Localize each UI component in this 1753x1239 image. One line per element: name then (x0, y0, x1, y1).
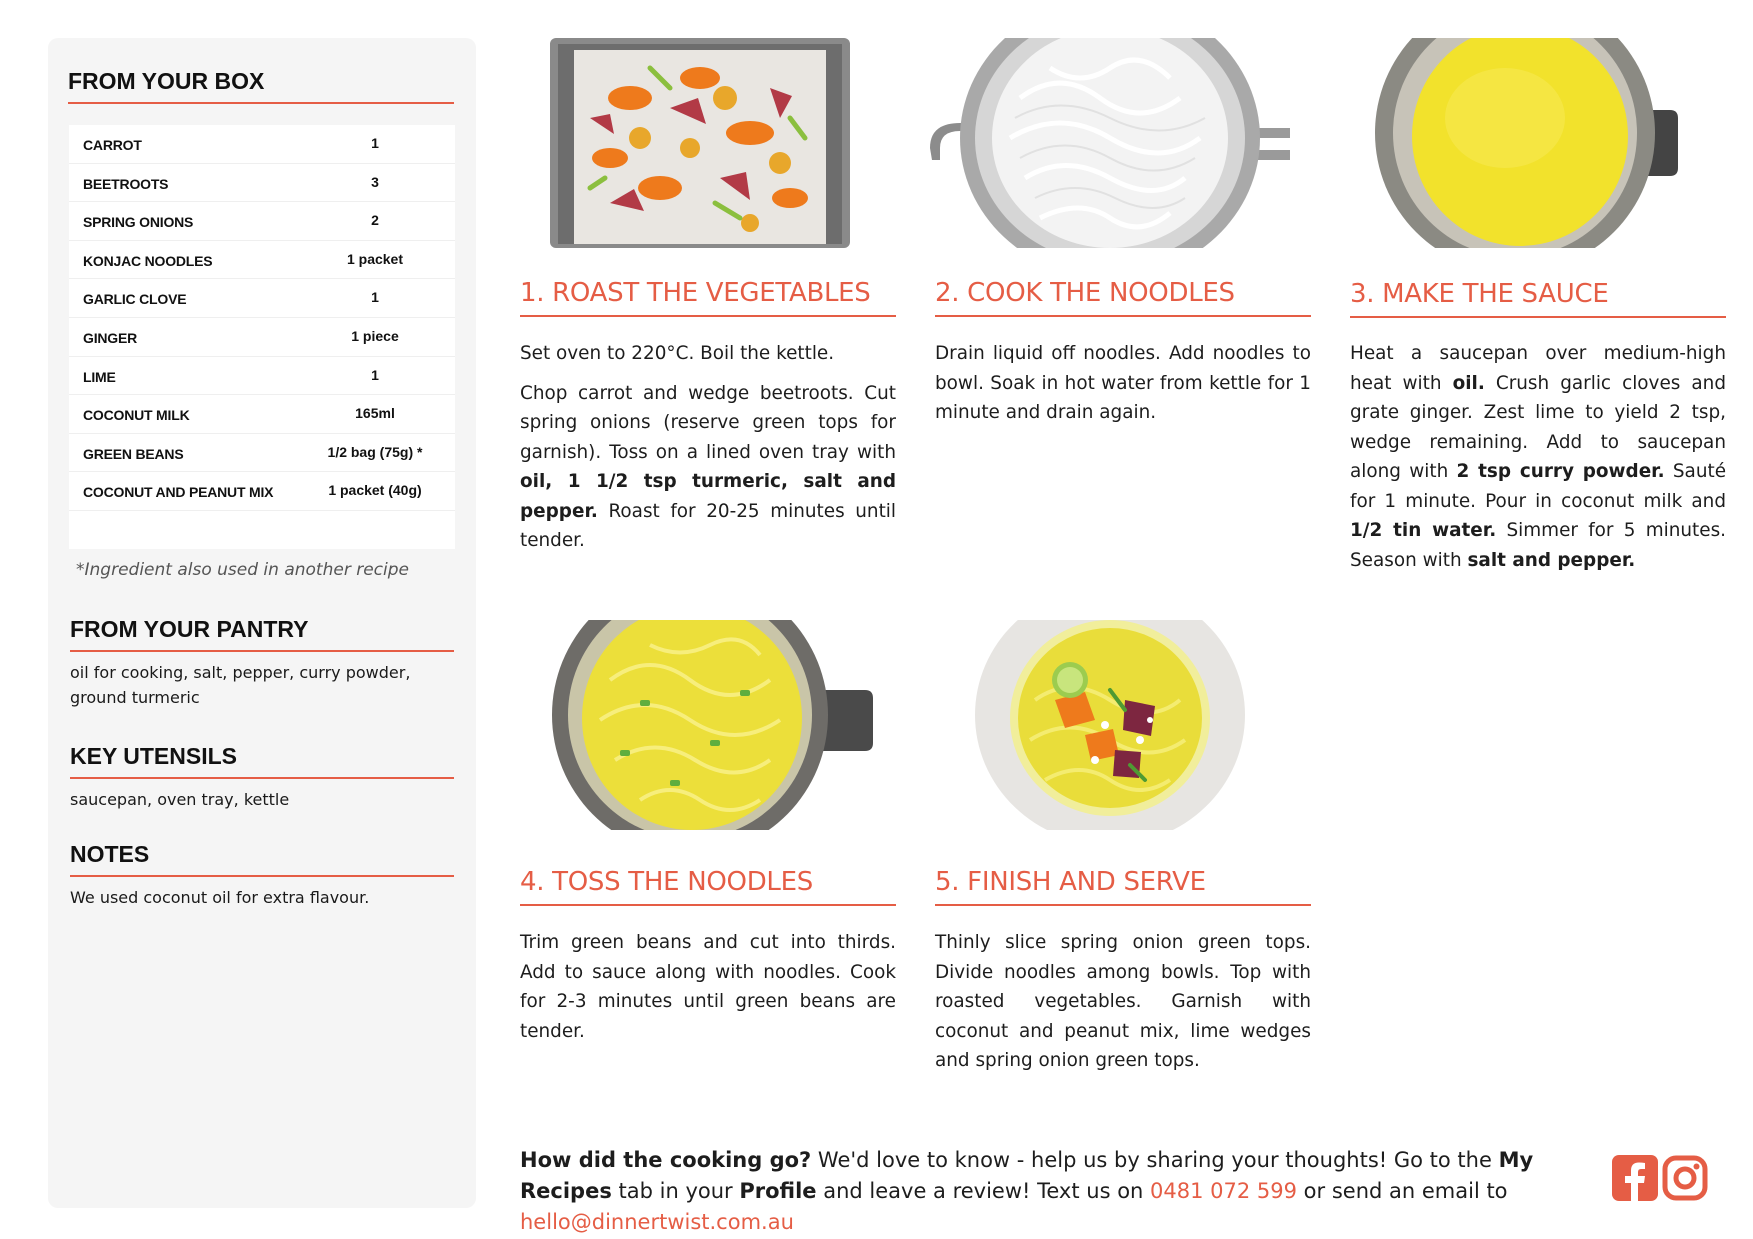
sauce-in-saucepan-photo (1370, 38, 1690, 248)
ingredient-qty: 165ml (355, 405, 395, 422)
step-2-body (935, 339, 1311, 438)
phone-link[interactable]: 0481 072 599 (1150, 1179, 1297, 1203)
table-row (69, 434, 455, 473)
table-row (69, 125, 455, 164)
tossed-noodles-photo (550, 620, 880, 830)
ingredient-name: COCONUT AND PEANUT MIX (83, 484, 274, 501)
ingredient-qty: 2 (371, 212, 379, 229)
step-4-body (520, 928, 896, 1056)
ingredient-name: SPRING ONIONS (83, 214, 194, 231)
table-row (69, 318, 455, 357)
facebook-icon[interactable] (1612, 1155, 1658, 1201)
email-link[interactable]: hello@dinnertwist.com.au (520, 1210, 794, 1234)
sidebar-panel (48, 38, 476, 1208)
ingredient-qty: 1 packet (40g) (328, 482, 422, 499)
footer-question: How did the cooking go? (520, 1148, 812, 1172)
step-3-para-1: Heat a saucepan over medium-high heat with oil. Crush garlic cloves and grate ginger. Zest lime to yield 2 tsp, wedge remaining. Add to saucepan along with 2 tsp curry powder. Sauté for 1 minute. Pour in coconut milk and 1/2 tin water. Simmer for 5 minutes. Season with salt and pepper. (1350, 343, 1727, 571)
ingredient-qty: 1 (371, 366, 379, 383)
ingredient-qty: 1 (371, 135, 379, 151)
ingredient-name: CARROT (83, 137, 142, 153)
ingredient-name: GINGER (83, 329, 138, 346)
instagram-icon[interactable] (1662, 1155, 1708, 1201)
ingredient-name: GARLIC CLOVE (83, 291, 187, 308)
utensils-title: KEY UTENSILS (70, 743, 454, 779)
step-4-para-1: Trim green beans and cut into thirds. Add to sauce along with noodles. Cook for 2-3 minutes until green beans are tender. (520, 932, 896, 1042)
utensils-text: saucepan, oven tray, kettle (70, 790, 290, 809)
pantry-title: FROM YOUR PANTRY (70, 616, 454, 652)
step-1-title: 1. ROAST THE VEGETABLES (520, 278, 896, 317)
step-1-para-1: Set oven to 220°C. Boil the kettle. (520, 343, 835, 364)
table-row (69, 357, 455, 396)
pantry-text: oil for cooking, salt, pepper, curry powder, ground turmeric (70, 663, 411, 707)
notes-title: NOTES (70, 841, 454, 877)
step-5-title: 5. FINISH AND SERVE (935, 867, 1311, 906)
ingredient-qty: 1 packet (346, 250, 404, 267)
table-row (69, 395, 455, 434)
step-5-para-1: Thinly slice spring onion green tops. Divide noodles among bowls. Top with roasted vegetables. Garnish with coconut and peanut mix, lime wedges and spring onion green tops. (935, 932, 1311, 1071)
step-3-body (1350, 339, 1726, 585)
step-1-para-2: Chop carrot and wedge beetroots. Cut spring onions (reserve green tops for garnish). Toss on a lined oven tray with oil, 1 1/2 tsp turmeric, salt and pepper. Roast for 20-25 minutes until tender. (520, 382, 896, 551)
ingredient-name: BEETROOTS (83, 175, 169, 192)
ingredient-qty: 1/2 bag (75g) * (327, 443, 423, 460)
ingredient-name: GREEN BEANS (83, 445, 184, 462)
roasted-vegetables-photo (550, 38, 850, 248)
ingredient-qty: 1 piece (351, 327, 399, 344)
ingredient-table (69, 125, 455, 549)
ingredient-name: COCONUT MILK (83, 407, 190, 424)
table-row (69, 164, 455, 203)
ingredient-qty: 3 (371, 173, 379, 190)
step-2-title: 2. COOK THE NOODLES (935, 278, 1311, 317)
step-2-para-1: Drain liquid off noodles. Add noodles to bowl. Soak in hot water from kettle for 1 minute and drain again. (935, 343, 1311, 423)
step-3-title: 3. MAKE THE SAUCE (1350, 279, 1726, 318)
profile-link[interactable]: Profile (739, 1179, 817, 1203)
noodles-in-sieve-photo (930, 38, 1290, 248)
my-recipes-link[interactable]: My Recipes (520, 1148, 1534, 1203)
table-row (69, 202, 455, 241)
step-1-body (520, 339, 896, 566)
ingredient-qty: 1 (371, 289, 379, 306)
table-row (69, 279, 455, 318)
ingredient-name: LIME (83, 368, 116, 385)
table-row (69, 241, 455, 280)
notes-text: We used coconut oil for extra flavour. (70, 888, 370, 907)
ingredient-note: *Ingredient also used in another recipe (76, 560, 409, 580)
feedback-footer: How did the cooking go? We'd love to know - help us by sharing your thoughts! Go to the My Recipes tab in your Profile and leave a review! Text us on 0481 072 599 or send an email to hello@dinnertwist.com.au (520, 1148, 1534, 1234)
step-4-title: 4. TOSS THE NOODLES (520, 867, 896, 906)
table-row (69, 472, 455, 511)
box-title: FROM YOUR BOX (68, 68, 454, 104)
finished-dish-photo (975, 620, 1245, 830)
step-5-body (935, 928, 1311, 1086)
ingredient-name: KONJAC NOODLES (83, 252, 213, 269)
